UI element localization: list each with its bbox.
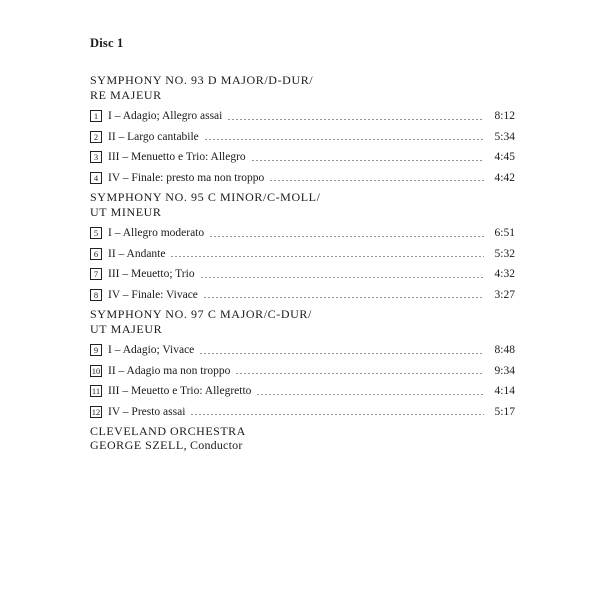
- track-duration: 4:42: [494, 171, 515, 184]
- track-row: [90, 106, 515, 127]
- track-duration: 5:34: [494, 130, 515, 143]
- track-number-box: 3: [90, 151, 102, 163]
- track-row: [90, 264, 515, 285]
- track-number-box: 8: [90, 289, 102, 301]
- track-title: I – Adagio; Allegro assai: [108, 110, 223, 123]
- track-duration: 9:34: [494, 364, 515, 377]
- track-duration: 4:45: [494, 151, 515, 164]
- track-number-box: 5: [90, 227, 102, 239]
- track-duration: 8:48: [494, 344, 515, 357]
- track-duration: 5:17: [494, 405, 515, 418]
- track-duration: 6:51: [494, 227, 515, 240]
- track-number-box: 6: [90, 248, 102, 260]
- conductor-line: [90, 438, 515, 452]
- track-duration: 4:14: [494, 385, 515, 398]
- track-number-box: 10: [91, 365, 101, 376]
- symphony-title-line1: SYMPHONY NO. 95 C MINOR/C-MOLL/: [90, 190, 321, 204]
- track-row: [90, 127, 515, 148]
- symphony-group: [90, 307, 515, 422]
- symphony-group: [90, 73, 515, 188]
- dot-leader: [200, 277, 484, 278]
- dot-leader: [227, 119, 484, 120]
- track-title: IV – Finale: Vivace: [108, 288, 198, 301]
- track-title: IV – Presto assai: [108, 405, 186, 418]
- track-row: [90, 147, 515, 168]
- track-title: III – Meuetto e Trio: Allegretto: [108, 385, 252, 398]
- symphony-list: [90, 73, 515, 422]
- dot-leader: [251, 160, 484, 161]
- track-duration: 5:32: [494, 247, 515, 260]
- credits: [90, 424, 515, 452]
- symphony-title-line2: UT MAJEUR: [90, 322, 163, 336]
- dot-leader: [199, 353, 484, 354]
- dot-leader: [204, 139, 484, 140]
- track-row: [90, 361, 515, 382]
- symphony-title-line2: UT MINEUR: [90, 205, 162, 219]
- orchestra-name: CLEVELAND ORCHESTRA: [90, 424, 246, 438]
- track-title: II – Largo cantabile: [108, 130, 199, 143]
- tracklist-page: [90, 36, 515, 452]
- track-duration: 8:12: [494, 110, 515, 123]
- track-number-box: 12: [91, 406, 101, 417]
- track-title: II – Adagio ma non troppo: [108, 364, 231, 377]
- track-row: [90, 285, 515, 306]
- track-number-box: 2: [90, 131, 102, 143]
- track-title: I – Allegro moderato: [108, 227, 205, 240]
- track-duration: 3:27: [494, 288, 515, 301]
- track-row: [90, 244, 515, 265]
- conductor-role: , Conductor: [183, 438, 243, 452]
- track-title: I – Adagio; Vivace: [108, 344, 195, 357]
- disc-title: Disc 1: [90, 36, 124, 50]
- track-row: [90, 340, 515, 361]
- track-number-box: 4: [90, 172, 102, 184]
- dot-leader: [203, 297, 484, 298]
- track-row: [90, 223, 515, 244]
- track-row: [90, 381, 515, 402]
- symphony-title-line1: SYMPHONY NO. 97 C MAJOR/C-DUR/: [90, 307, 312, 321]
- track-title: III – Meuetto; Trio: [108, 268, 195, 281]
- dot-leader: [209, 236, 484, 237]
- dot-leader: [269, 180, 484, 181]
- dot-leader: [256, 394, 484, 395]
- track-title: II – Andante: [108, 247, 166, 260]
- track-number-box: 11: [91, 386, 101, 397]
- track-duration: 4:32: [494, 268, 515, 281]
- track-number-box: 7: [90, 268, 102, 280]
- symphony-title: [90, 307, 515, 337]
- dot-leader: [235, 373, 484, 374]
- conductor-name: GEORGE SZELL: [90, 438, 184, 452]
- symphony-title: [90, 73, 515, 103]
- track-number-box: 1: [90, 110, 102, 122]
- symphony-title-line2: RE MAJEUR: [90, 88, 162, 102]
- track-title: IV – Finale: presto ma non troppo: [108, 171, 265, 184]
- dot-leader: [190, 414, 484, 415]
- dot-leader: [170, 256, 484, 257]
- track-row: [90, 168, 515, 189]
- symphony-title-line1: SYMPHONY NO. 93 D MAJOR/D-DUR/: [90, 73, 314, 87]
- symphony-group: [90, 190, 515, 305]
- symphony-title: [90, 190, 515, 220]
- track-row: [90, 402, 515, 423]
- track-title: III – Menuetto e Trio: Allegro: [108, 151, 246, 164]
- track-number-box: 9: [90, 344, 102, 356]
